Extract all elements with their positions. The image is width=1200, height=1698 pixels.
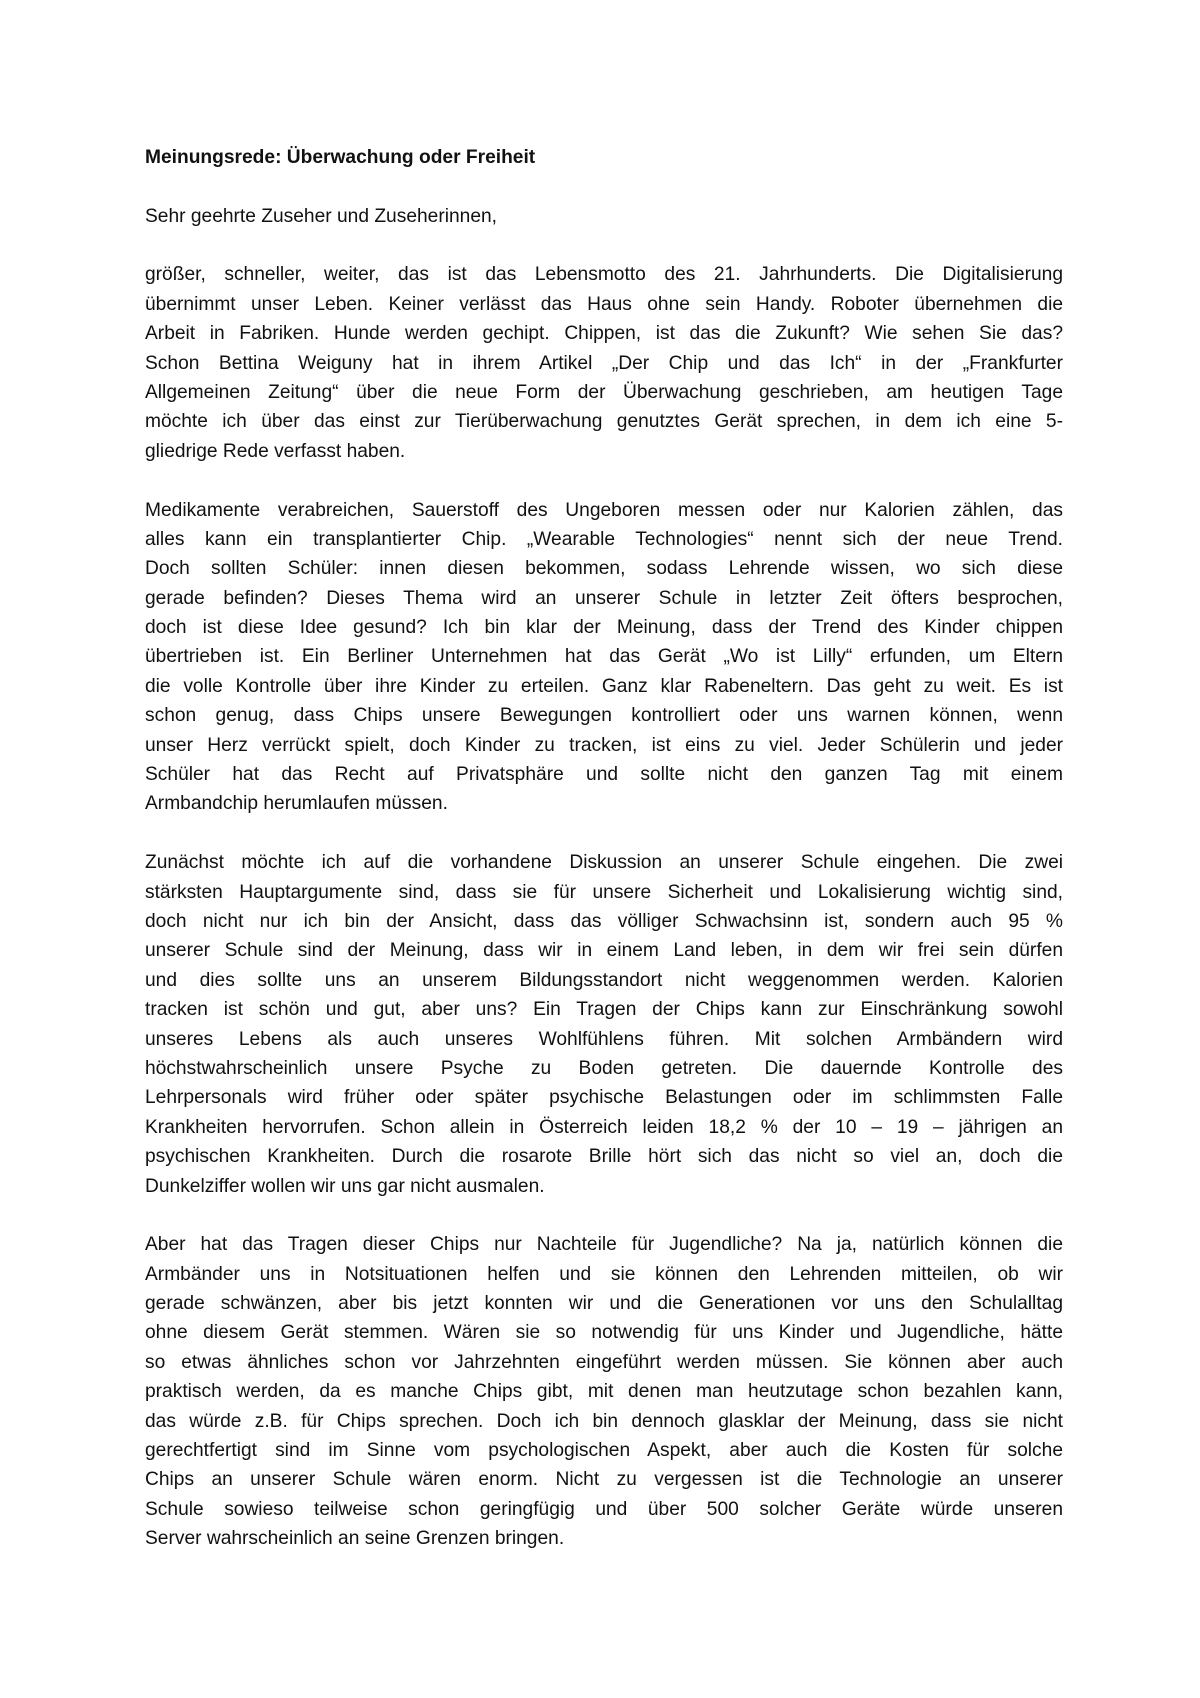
text-line: Dunkelziffer wollen wir uns gar nicht ausmalen. — [145, 1175, 545, 1197]
paragraph-3 — [145, 848, 1063, 1201]
document-body — [145, 143, 1063, 1583]
text-line: Lehrpersonals wird früher oder später psychische Belastungen oder im schlimmsten Falle — [145, 1087, 1063, 1109]
text-line: doch ist diese Idee gesund? Ich bin klar der Meinung, dass der Trend des Kinder chippen — [145, 617, 1063, 639]
paragraph-1 — [145, 260, 1063, 466]
text-line: Krankheiten hervorrufen. Schon allein in Österreich leiden 18,2 % der 10 – 19 – jährigen an — [145, 1116, 1063, 1138]
text-line: psychischen Krankheiten. Durch die rosarote Brille hört sich das nicht so viel an, doch die — [145, 1146, 1063, 1168]
text-line: Chips an unserer Schule wären enorm. Nicht zu vergessen ist die Technologie an unserer — [145, 1469, 1063, 1491]
text-line: gliedrige Rede verfasst haben. — [145, 440, 406, 462]
paragraph-4 — [145, 1230, 1063, 1553]
text-line: Aber hat das Tragen dieser Chips nur Nachteile für Jugendliche? Na ja, natürlich können die — [145, 1234, 1063, 1256]
text-line: Armbänder uns in Notsituationen helfen und sie können den Lehrenden mitteilen, ob wir — [145, 1263, 1063, 1285]
text-line: Medikamente verabreichen, Sauerstoff des Ungeboren messen oder nur Kalorien zählen, das — [145, 499, 1063, 521]
text-line: so etwas ähnliches schon vor Jahrzehnten eingeführt werden müssen. Sie können aber auch — [145, 1351, 1063, 1373]
text-line: Armbandchip herumlaufen müssen. — [145, 793, 448, 815]
text-line: die volle Kontrolle über ihre Kinder zu erteilen. Ganz klar Rabeneltern. Das geht zu weit. Es ist — [145, 675, 1063, 697]
text-line: alles kann ein transplantierter Chip. „Wearable Technologies“ nennt sich der neue Trend. — [145, 528, 1063, 550]
text-line: übertrieben ist. Ein Berliner Unternehmen hat das Gerät „Wo ist Lilly“ erfunden, um Eltern — [145, 646, 1063, 668]
text-line: praktisch werden, da es manche Chips gibt, mit denen man heutzutage schon bezahlen kann, — [145, 1381, 1063, 1403]
text-line: höchstwahrscheinlich unsere Psyche zu Boden getreten. Die dauernde Kontrolle des — [145, 1057, 1063, 1079]
text-line: ohne diesem Gerät stemmen. Wären sie so notwendig für uns Kinder und Jugendliche, hätte — [145, 1322, 1063, 1344]
text-line: Doch sollten Schüler: innen diesen bekommen, sodass Lehrende wissen, wo sich diese — [145, 558, 1063, 580]
text-line: Server wahrscheinlich an seine Grenzen bringen. — [145, 1528, 565, 1550]
text-line: übernimmt unser Leben. Keiner verlässt das Haus ohne sein Handy. Roboter übernehmen die — [145, 293, 1063, 315]
text-line: Allgemeinen Zeitung“ über die neue Form der Überwachung geschrieben, am heutigen Tage — [145, 381, 1063, 403]
text-line: tracken ist schön und gut, aber uns? Ein Tragen der Chips kann zur Einschränkung sowohl — [145, 999, 1063, 1021]
text-line: und dies sollte uns an unserem Bildungsstandort nicht weggenommen werden. Kalorien — [145, 969, 1063, 991]
text-line: gerechtfertigt sind im Sinne vom psychologischen Aspekt, aber auch die Kosten für solche — [145, 1440, 1063, 1462]
text-line: Schon Bettina Weiguny hat in ihrem Artikel „Der Chip und das Ich“ in der „Frankfurter — [145, 352, 1063, 374]
document-title: Meinungsrede: Überwachung oder Freiheit — [145, 147, 536, 168]
text-line: Zunächst möchte ich auf die vorhandene Diskussion an unserer Schule eingehen. Die zwei — [145, 852, 1063, 874]
text-line: das würde z.B. für Chips sprechen. Doch ich bin dennoch glasklar der Meinung, dass sie nicht — [145, 1410, 1063, 1432]
text-line: schon genug, dass Chips unsere Bewegungen kontrolliert oder uns warnen können, wenn — [145, 705, 1063, 727]
text-line: möchte ich über das einst zur Tierüberwachung genutztes Gerät sprechen, in dem ich eine 5- — [145, 411, 1063, 433]
text-line: Schüler hat das Recht auf Privatsphäre und sollte nicht den ganzen Tag mit einem — [145, 764, 1063, 786]
text-line: doch nicht nur ich bin der Ansicht, dass das völliger Schwachsinn ist, sondern auch 95 % — [145, 911, 1063, 932]
text-line: größer, schneller, weiter, das ist das Lebensmotto des 21. Jahrhunderts. Die Digitalisierung — [145, 264, 1063, 286]
text-line: Arbeit in Fabriken. Hunde werden gechipt. Chippen, ist das die Zukunft? Wie sehen Sie das? — [145, 323, 1063, 345]
salutation: Sehr geehrte Zuseher und Zuseherinnen, — [145, 206, 497, 227]
text-line: stärksten Hauptargumente sind, dass sie für unsere Sicherheit und Lokalisierung wichtig sind, — [145, 881, 1063, 903]
text-line: unserer Schule sind der Meinung, dass wir in einem Land leben, in dem wir frei sein dürfen — [145, 940, 1063, 962]
text-line: gerade schwänzen, aber bis jetzt konnten wir und die Generationen vor uns den Schulalltag — [145, 1293, 1063, 1315]
text-line: unseres Lebens als auch unseres Wohlfühlens führen. Mit solchen Armbändern wird — [145, 1028, 1063, 1050]
text-line: unser Herz verrückt spielt, doch Kinder zu tracken, ist eins zu viel. Jeder Schülerin und jeder — [145, 734, 1063, 756]
paragraph-2 — [145, 496, 1063, 819]
text-line: gerade befinden? Dieses Thema wird an unserer Schule in letzter Zeit öfters besprochen, — [145, 587, 1063, 609]
text-line: Schule sowieso teilweise schon geringfügig und über 500 solcher Geräte würde unseren — [145, 1498, 1063, 1520]
